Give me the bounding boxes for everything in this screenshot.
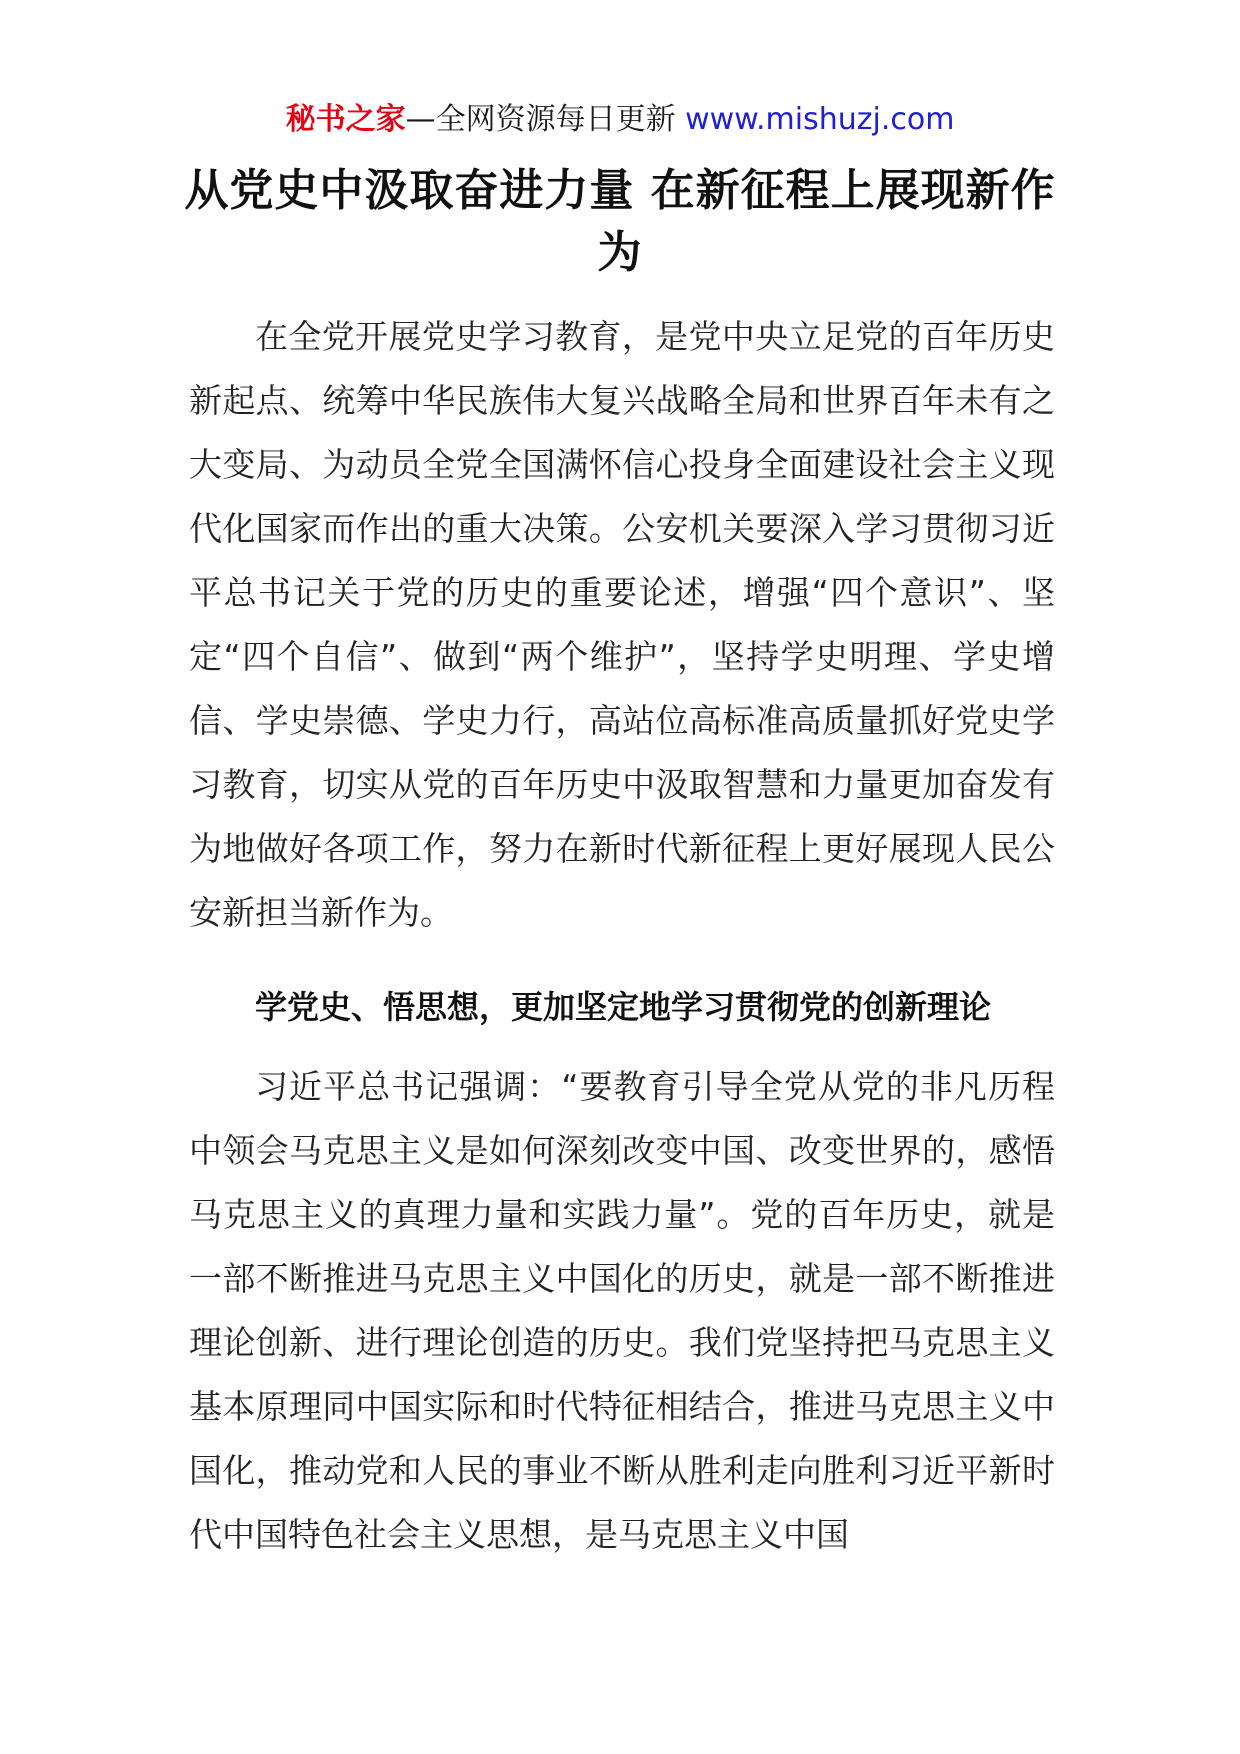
site-tagline: —全网资源每日更新 — [405, 102, 676, 137]
paragraph-section-1: 习近平总书记强调：“要教育引导全党从党的非凡历程中领会马克思主义是如何深刻改变中国、改变世界的，感悟马克思主义的真理力量和实践力量”。党的百年历史，就是一部不断推进马克思主义中国化的历史，就是一部不断推进理论创新、进行理论创造的历史。我们党坚持把马克思主义基本原理同中国实际和时代特征相结合，推进马克思主义中国化，推动党和人民的事业不断从胜利走向胜利习近平新时代中国特色社会主义思想，是马克思主义中国 — [189, 1067, 1055, 1554]
brand-name: 秘书之家 — [285, 102, 406, 137]
site-header — [0, 100, 1240, 140]
paragraph-intro: 在全党开展党史学习教育，是党中央立足党的百年历史新起点、统筹中华民族伟大复兴战略全局和世界百年未有之大变局、为动员全党全国满怀信心投身全面建设社会主义现代化国家而作出的重大决策。公安机关要深入学习贯彻习近平总书记关于党的历史的重要论述，增强“四个意识”、坚定“四个自信”、做到“两个维护”，坚持学史明理、学史增信、学史崇德、学史力行，高站位高标准高质量抓好党史学习教育，切实从党的百年历史中汲取智慧和力量更加奋发有为地做好各项工作，努力在新时代新征程上更好展现人民公安新担当新作为。 — [189, 317, 1055, 932]
document-title: 从党史中汲取奋进力量 在新征程上展现新作为 — [184, 165, 1056, 278]
site-url-link[interactable]: www.mishuzj.com — [685, 102, 955, 137]
section-heading: 学党史、悟思想，更加坚定地学习贯彻党的创新理论 — [255, 988, 992, 1026]
